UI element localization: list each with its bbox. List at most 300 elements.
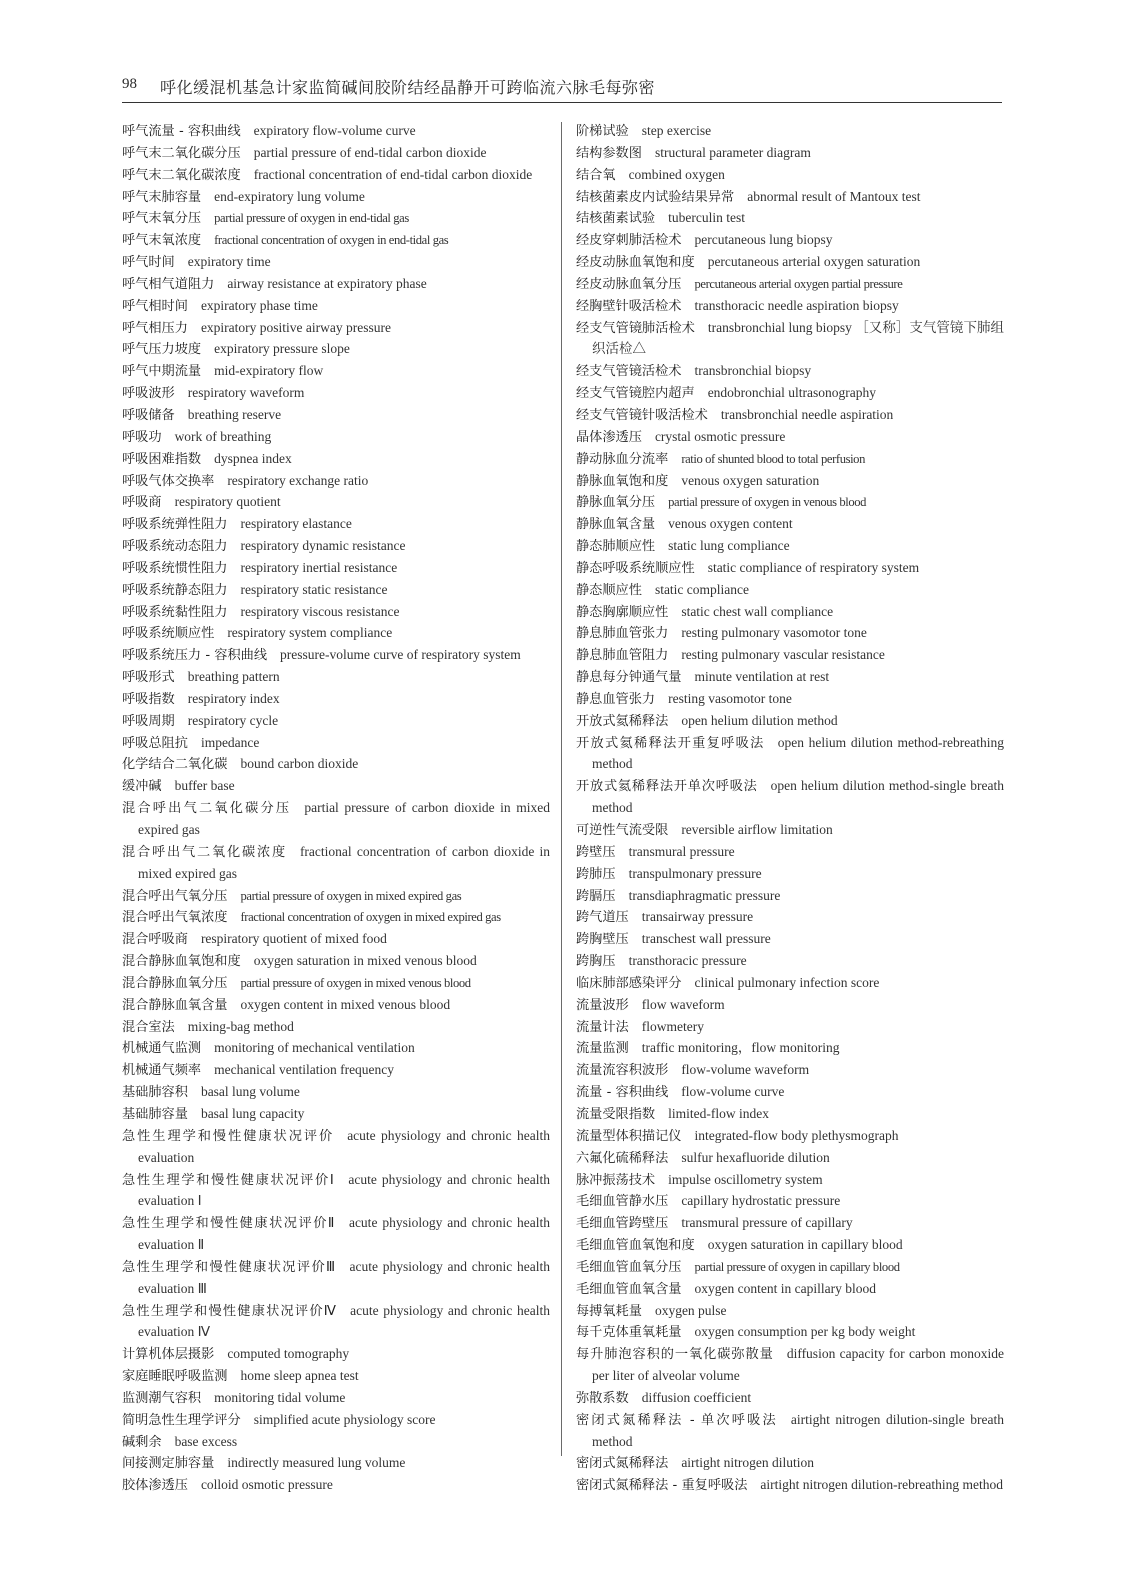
term-english: acute physiology and chronic health evaluation	[138, 1127, 550, 1165]
term-english: fractional concentration of oxygen in mixed expired gas	[240, 910, 501, 925]
term-english: oxygen saturation in mixed venous blood	[253, 953, 477, 969]
term-english: partial pressure of carbon dioxide in mixed expired gas	[138, 800, 550, 837]
term-english: respiratory inertial resistance	[240, 559, 398, 575]
glossary-entry	[122, 492, 550, 514]
term-english: transairway pressure	[641, 909, 754, 925]
column-divider	[561, 122, 562, 1456]
term-chinese: 基础肺容量	[122, 1106, 188, 1122]
term-chinese: 跨气道压	[576, 910, 629, 926]
term-chinese: 急性生理学和慢性健康状况评价Ⅱ	[122, 1216, 336, 1232]
glossary-entry	[122, 339, 550, 361]
term-chinese: 密闭式氮稀释法 - 重复呼吸法	[576, 1478, 748, 1494]
glossary-entry	[122, 405, 550, 427]
term-english: partial pressure of oxygen in mixed expired gas	[240, 888, 462, 903]
term-chinese: 每搏氧耗量	[576, 1303, 642, 1319]
term-chinese: 流量波形	[576, 997, 629, 1013]
term-english: oxygen consumption per kg body weight	[694, 1324, 916, 1340]
term-chinese: 跨胸压	[576, 954, 616, 970]
term-chinese: 静态肺顺应性	[576, 539, 656, 555]
term-english: respiratory viscous resistance	[240, 603, 400, 619]
term-english: acute physiology and chronic health evaluation Ⅱ	[138, 1215, 550, 1253]
term-chinese: 经皮动脉血氧分压	[576, 276, 682, 292]
glossary-entry	[576, 121, 1004, 143]
glossary-entry	[576, 1213, 1004, 1235]
term-english: respiratory cycle	[187, 712, 279, 728]
term-english: sulfur hexafluoride dilution	[681, 1149, 830, 1165]
glossary-entry	[122, 1475, 550, 1497]
term-english: static compliance of respiratory system	[707, 559, 920, 575]
term-chinese: 呼吸系统黏性阻力	[122, 604, 228, 620]
term-chinese: 混合静脉血氧饱和度	[122, 954, 241, 970]
term-english: oxygen content in mixed venous blood	[240, 996, 451, 1012]
term-english: transmural pressure	[628, 843, 735, 859]
term-chinese: 静态顺应性	[576, 582, 642, 598]
term-english: percutaneous arterial oxygen partial pressure	[694, 276, 903, 291]
term-english: transmural pressure of capillary	[681, 1215, 853, 1231]
term-chinese: 急性生理学和慢性健康状况评价Ⅲ	[122, 1259, 337, 1275]
term-english: respiratory elastance	[240, 516, 352, 532]
term-english: clinical pulmonary infection score	[694, 974, 880, 990]
glossary-entry	[576, 492, 1004, 514]
glossary-entry	[576, 208, 1004, 230]
glossary-entry	[576, 536, 1004, 558]
glossary-entry	[122, 1082, 550, 1104]
glossary-entry	[576, 1257, 1004, 1279]
glossary-entry	[576, 361, 1004, 383]
term-english: diffusion coefficient	[641, 1389, 752, 1405]
term-chinese: 流量型体积描记仪	[576, 1128, 682, 1144]
glossary-entry	[122, 776, 550, 798]
term-chinese: 静脉血氧含量	[576, 517, 656, 533]
glossary-entry	[122, 907, 550, 929]
term-chinese: 静息肺血管张力	[576, 626, 669, 642]
glossary-entry	[122, 514, 550, 536]
glossary-entry	[576, 143, 1004, 165]
glossary-entry	[576, 689, 1004, 711]
glossary-entry	[122, 1257, 550, 1301]
glossary-entry	[576, 820, 1004, 842]
glossary-entry	[122, 274, 550, 296]
term-english: endobronchial ultrasonography	[707, 385, 877, 401]
term-chinese: 静脉血氧分压	[576, 495, 656, 511]
term-chinese: 呼吸功	[122, 429, 162, 445]
term-chinese: 呼气末二氧化碳浓度	[122, 167, 241, 183]
term-chinese: 胶体渗透压	[122, 1478, 188, 1494]
term-chinese: 静态呼吸系统顺应性	[576, 560, 695, 576]
term-english: transpulmonary pressure	[628, 865, 762, 881]
term-english: venous oxygen saturation	[681, 472, 820, 488]
term-chinese: 呼气相气道阻力	[122, 276, 215, 292]
glossary-entry	[576, 1301, 1004, 1323]
term-chinese: 静脉血氧饱和度	[576, 473, 669, 489]
glossary-entry	[576, 1060, 1004, 1082]
term-english: flow waveform	[641, 996, 725, 1012]
term-english: oxygen pulse	[654, 1302, 727, 1318]
term-chinese: 经皮动脉血氧饱和度	[576, 255, 695, 271]
term-english: transchest wall pressure	[641, 931, 771, 947]
term-chinese: 结核菌素试验	[576, 211, 656, 227]
term-chinese: 毛细血管血氧饱和度	[576, 1238, 695, 1254]
term-chinese: 呼吸系统动态阻力	[122, 539, 228, 555]
term-english: respiratory quotient	[174, 494, 281, 510]
term-chinese: 经支气管镜针吸活检术	[576, 407, 708, 423]
term-chinese: 间接测定肺容量	[122, 1456, 215, 1472]
glossary-entry	[576, 165, 1004, 187]
term-chinese: 呼气相压力	[122, 320, 188, 336]
term-english: respiratory dynamic resistance	[240, 538, 406, 554]
term-chinese: 化学结合二氧化碳	[122, 757, 228, 773]
term-chinese: 结核菌素皮内试验结果异常	[576, 189, 735, 205]
term-english: open helium dilution method	[681, 712, 838, 728]
term-english: limited-flow index	[668, 1105, 769, 1121]
term-chinese: 混合呼出气氧分压	[122, 888, 228, 904]
term-chinese: 呼吸系统静态阻力	[122, 582, 228, 598]
term-english: transdiaphragmatic pressure	[628, 887, 781, 903]
glossary-entry	[122, 733, 550, 755]
glossary-entry	[576, 1322, 1004, 1344]
glossary-entry	[576, 886, 1004, 908]
glossary-entry	[576, 973, 1004, 995]
term-chinese: 静息血管张力	[576, 691, 656, 707]
term-chinese: 呼吸周期	[122, 713, 175, 729]
term-english: respiratory static resistance	[240, 581, 388, 597]
term-chinese: 经支气管镜腔内超声	[576, 386, 695, 402]
glossary-entry	[122, 1301, 550, 1345]
glossary-entry	[576, 1104, 1004, 1126]
term-english: airtight nitrogen dilution-single breath method	[592, 1411, 1004, 1449]
term-chinese: 基础肺容积	[122, 1085, 188, 1101]
term-chinese: 混合静脉血氧分压	[122, 975, 228, 991]
term-chinese: 跨壁压	[576, 844, 616, 860]
glossary-entry	[576, 995, 1004, 1017]
term-english: partial pressure of end-tidal carbon dioxide	[253, 144, 487, 160]
glossary-entry	[576, 405, 1004, 427]
glossary-entry	[576, 951, 1004, 973]
term-english: partial pressure of oxygen in venous blood	[668, 495, 867, 510]
glossary-entry	[122, 842, 550, 886]
glossary-entry	[122, 1060, 550, 1082]
term-english: bound carbon dioxide	[240, 756, 359, 772]
glossary-entry	[122, 602, 550, 624]
glossary-entry	[122, 558, 550, 580]
glossary-entry	[576, 1344, 1004, 1388]
glossary-entry	[122, 1366, 550, 1388]
glossary-entry	[576, 907, 1004, 929]
term-english: percutaneous lung biopsy	[694, 232, 833, 248]
glossary-entry	[122, 667, 550, 689]
glossary-entry	[122, 383, 550, 405]
glossary-entry	[576, 1475, 1004, 1497]
term-chinese: 经支气管镜肺活检术	[576, 320, 695, 336]
term-chinese: 混合呼吸商	[122, 932, 188, 948]
glossary-entry	[122, 798, 550, 842]
left-column	[122, 121, 550, 1497]
term-chinese: 经支气管镜活检术	[576, 364, 682, 380]
glossary-entry	[576, 383, 1004, 405]
term-english: structural parameter diagram	[654, 144, 811, 160]
term-chinese: 经胸壁针吸活检术	[576, 298, 682, 314]
glossary-entry	[576, 1191, 1004, 1213]
term-english: fractional concentration of carbon dioxide in mixed expired gas	[138, 843, 550, 881]
glossary-entry	[122, 1410, 550, 1432]
glossary-entry	[576, 864, 1004, 886]
glossary-entry	[576, 230, 1004, 252]
glossary-entry	[122, 252, 550, 274]
term-english: mixing-bag method	[187, 1018, 294, 1034]
term-chinese: 机械通气频率	[122, 1063, 202, 1079]
term-chinese: 流量流容积波形	[576, 1063, 669, 1079]
term-chinese: 呼吸系统惯性阻力	[122, 560, 228, 576]
glossary-entry	[122, 208, 550, 230]
glossary-entry	[122, 1104, 550, 1126]
term-chinese: 每千克体重氧耗量	[576, 1325, 682, 1341]
term-english: indirectly measured lung volume	[227, 1455, 406, 1471]
glossary-entry	[122, 1126, 550, 1170]
term-chinese: 密闭式氮稀释法	[576, 1456, 669, 1472]
glossary-entry	[576, 842, 1004, 864]
term-english: mid-expiratory flow	[214, 363, 324, 379]
glossary-entry	[122, 623, 550, 645]
term-english: simplified acute physiology score	[253, 1411, 436, 1427]
glossary-entry	[576, 733, 1004, 777]
term-english: oxygen content in capillary blood	[694, 1280, 876, 1296]
term-chinese: 呼气末氧浓度	[122, 233, 202, 249]
glossary-entry	[576, 776, 1004, 820]
glossary-entry	[122, 187, 550, 209]
term-english: transbronchial lung biopsy ［又称］支气管镜下肺组织活检△	[592, 319, 1004, 357]
glossary-entry	[122, 1432, 550, 1454]
term-chinese: 呼气末肺容量	[122, 189, 202, 205]
term-chinese: 开放式氦稀释法	[576, 713, 669, 729]
term-chinese: 密闭式氮稀释法 - 单次呼吸法	[576, 1412, 778, 1428]
term-english: respiratory system compliance	[227, 625, 393, 641]
term-chinese: 流量受限指数	[576, 1106, 656, 1122]
term-chinese: 呼气压力坡度	[122, 342, 202, 358]
term-chinese: 流量监测	[576, 1041, 629, 1057]
term-english: expiratory flow-volume curve	[253, 123, 416, 138]
term-chinese: 跨胸壁压	[576, 932, 629, 948]
term-chinese: 毛细血管血氧分压	[576, 1259, 682, 1275]
term-english: respiratory quotient of mixed food	[200, 931, 387, 947]
glossary-entry	[576, 1038, 1004, 1060]
term-chinese: 呼吸储备	[122, 407, 175, 423]
term-english: transthoracic pressure	[628, 953, 747, 969]
term-chinese: 流量计法	[576, 1019, 629, 1035]
term-english: expiratory phase time	[200, 297, 318, 313]
term-english: minute ventilation at rest	[694, 669, 830, 685]
term-chinese: 晶体渗透压	[576, 429, 642, 445]
term-english: open helium dilution method-single breath method	[592, 778, 1004, 816]
term-english: airway resistance at expiratory phase	[227, 275, 427, 291]
term-english: partial pressure of oxygen in mixed venous blood	[240, 975, 471, 990]
term-chinese: 毛细血管跨壁压	[576, 1216, 669, 1232]
term-english: transthoracic needle aspiration biopsy	[694, 297, 899, 313]
glossary-entry	[122, 1017, 550, 1039]
glossary-entry	[576, 623, 1004, 645]
glossary-entry	[576, 1279, 1004, 1301]
page-header	[122, 72, 1002, 103]
term-english: colloid osmotic pressure	[200, 1477, 333, 1493]
glossary-entry	[122, 1453, 550, 1475]
term-english: breathing pattern	[187, 669, 280, 685]
term-chinese: 静息肺血管阻力	[576, 648, 669, 664]
glossary-entry	[122, 1388, 550, 1410]
term-english: oxygen saturation in capillary blood	[707, 1237, 903, 1253]
glossary-entry	[122, 1213, 550, 1257]
term-chinese: 混合呼出气氧浓度	[122, 910, 228, 926]
term-chinese: 呼气末二氧化碳分压	[122, 145, 241, 161]
glossary-entry	[576, 645, 1004, 667]
term-chinese: 家庭睡眠呼吸监测	[122, 1369, 228, 1385]
term-chinese: 呼吸商	[122, 495, 162, 511]
term-chinese: 跨肺压	[576, 866, 616, 882]
term-chinese: 跨膈压	[576, 888, 616, 904]
glossary-entry	[122, 995, 550, 1017]
glossary-entry	[122, 121, 550, 143]
glossary-entry	[576, 274, 1004, 296]
term-english: venous oxygen content	[668, 516, 793, 532]
term-english: monitoring of mechanical ventilation	[214, 1040, 415, 1056]
term-english: fractional concentration of oxygen in end-tidal gas	[214, 233, 449, 248]
term-chinese: 呼气流量 - 容积曲线	[122, 124, 241, 139]
term-english: basal lung volume	[200, 1084, 300, 1100]
term-chinese: 急性生理学和慢性健康状况评价	[122, 1128, 335, 1144]
term-english: static chest wall compliance	[681, 603, 834, 619]
term-chinese: 混合静脉血氧含量	[122, 997, 228, 1013]
term-chinese: 静息每分钟通气量	[576, 670, 682, 686]
term-english: diffusion capacity for carbon monoxide per liter of alveolar volume	[592, 1346, 1005, 1384]
glossary-entry	[122, 1344, 550, 1366]
term-english: pressure-volume curve of respiratory system	[280, 647, 521, 663]
glossary-entry	[576, 1235, 1004, 1257]
glossary-entry	[576, 1388, 1004, 1410]
glossary-entry	[122, 449, 550, 471]
term-english: dyspnea index	[214, 450, 292, 466]
glossary-entry	[122, 1038, 550, 1060]
term-english: transbronchial needle aspiration	[720, 406, 894, 422]
term-english: traffic monitoring，flow monitoring	[641, 1040, 840, 1056]
term-english: static compliance	[654, 581, 750, 597]
term-chinese: 呼吸系统压力 - 容积曲线	[122, 648, 268, 664]
term-english: respiratory index	[187, 690, 280, 706]
term-english: acute physiology and chronic health evaluation Ⅲ	[138, 1258, 550, 1296]
glossary-entry	[122, 536, 550, 558]
term-chinese: 呼气中期流量	[122, 364, 202, 380]
page-number: 98	[122, 76, 137, 92]
term-chinese: 阶梯试验	[576, 124, 629, 139]
term-chinese: 监测潮气容积	[122, 1390, 202, 1406]
term-english: acute physiology and chronic health evaluation Ⅰ	[138, 1171, 550, 1209]
term-english: open helium dilution method-rebreathing method	[592, 734, 1005, 772]
glossary-entry	[122, 318, 550, 340]
term-english: fractional concentration of end-tidal carbon dioxide	[253, 166, 533, 182]
term-english: flow-volume curve	[681, 1084, 785, 1100]
glossary-entry	[122, 143, 550, 165]
glossary-entry	[576, 558, 1004, 580]
term-chinese: 混合室法	[122, 1019, 175, 1035]
term-english: expiratory positive airway pressure	[200, 319, 391, 335]
term-english: combined oxygen	[628, 166, 725, 182]
term-chinese: 呼吸形式	[122, 670, 175, 686]
term-english: resting pulmonary vasomotor tone	[681, 625, 867, 641]
glossary-entry	[122, 361, 550, 383]
term-chinese: 脉冲振荡技术	[576, 1172, 656, 1188]
glossary-entry	[122, 1170, 550, 1214]
glossary-entry	[122, 929, 550, 951]
glossary-entry	[122, 711, 550, 733]
term-chinese: 经皮穿刺肺活检术	[576, 233, 682, 249]
glossary-entry	[576, 187, 1004, 209]
term-chinese: 计算机体层摄影	[122, 1347, 215, 1363]
glossary-entry	[576, 1017, 1004, 1039]
term-chinese: 毛细血管静水压	[576, 1194, 669, 1210]
term-chinese: 呼吸气体交换率	[122, 473, 215, 489]
term-chinese: 呼吸困难指数	[122, 451, 202, 467]
term-chinese: 毛细血管血氧含量	[576, 1281, 682, 1297]
term-chinese: 急性生理学和慢性健康状况评价Ⅳ	[122, 1303, 338, 1319]
glossary-entry	[576, 602, 1004, 624]
term-chinese: 混合呼出气二氧化碳分压	[122, 801, 292, 817]
term-chinese: 呼吸指数	[122, 691, 175, 707]
glossary-entry	[122, 951, 550, 973]
term-chinese: 静动脉血分流率	[576, 451, 669, 467]
term-chinese: 弥散系数	[576, 1390, 629, 1406]
term-english: flowmetery	[641, 1018, 704, 1034]
term-chinese: 呼吸系统顺应性	[122, 626, 215, 642]
term-english: partial pressure of oxygen in end-tidal gas	[214, 211, 409, 226]
term-english: impedance	[200, 734, 260, 750]
term-chinese: 结合氧	[576, 167, 616, 183]
term-chinese: 流量 - 容积曲线	[576, 1085, 669, 1101]
term-english: capillary hydrostatic pressure	[681, 1193, 841, 1209]
term-english: crystal osmotic pressure	[654, 428, 786, 444]
term-chinese: 临床肺部感染评分	[576, 975, 682, 991]
glossary-entry	[576, 1082, 1004, 1104]
glossary-entry	[122, 296, 550, 318]
glossary-entry	[576, 252, 1004, 274]
glossary-entry	[122, 165, 550, 187]
term-english: expiratory time	[187, 254, 271, 270]
term-english: impulse oscillometry system	[668, 1171, 823, 1187]
term-english: work of breathing	[174, 428, 272, 444]
term-english: percutaneous arterial oxygen saturation	[707, 254, 921, 270]
term-english: static lung compliance	[668, 538, 790, 554]
term-english: computed tomography	[227, 1346, 350, 1362]
glossary-entry	[576, 580, 1004, 602]
term-chinese: 开放式氦稀释法开单次呼吸法	[576, 779, 758, 795]
term-english: home sleep apnea test	[240, 1368, 359, 1384]
glossary-entry	[122, 230, 550, 252]
right-column	[576, 121, 1004, 1497]
term-chinese: 静态胸廓顺应性	[576, 604, 669, 620]
term-english: flow-volume waveform	[681, 1062, 810, 1078]
term-english: resting pulmonary vascular resistance	[681, 647, 885, 663]
glossary-entry	[122, 471, 550, 493]
term-english: acute physiology and chronic health evaluation Ⅳ	[138, 1302, 550, 1340]
term-english: airtight nitrogen dilution	[681, 1455, 815, 1471]
glossary-entry	[576, 1453, 1004, 1475]
term-chinese: 呼吸波形	[122, 386, 175, 402]
term-english: breathing reserve	[187, 406, 282, 422]
term-chinese: 急性生理学和慢性健康状况评价Ⅰ	[122, 1172, 336, 1188]
glossary-entry	[576, 514, 1004, 536]
term-english: ratio of shunted blood to total perfusion	[681, 451, 865, 466]
term-english: reversible airflow limitation	[681, 822, 833, 837]
term-english: buffer base	[174, 778, 235, 794]
term-chinese: 每升肺泡容积的一氧化碳弥散量	[576, 1347, 774, 1363]
glossary-entry	[576, 449, 1004, 471]
glossary-entry	[576, 1126, 1004, 1148]
